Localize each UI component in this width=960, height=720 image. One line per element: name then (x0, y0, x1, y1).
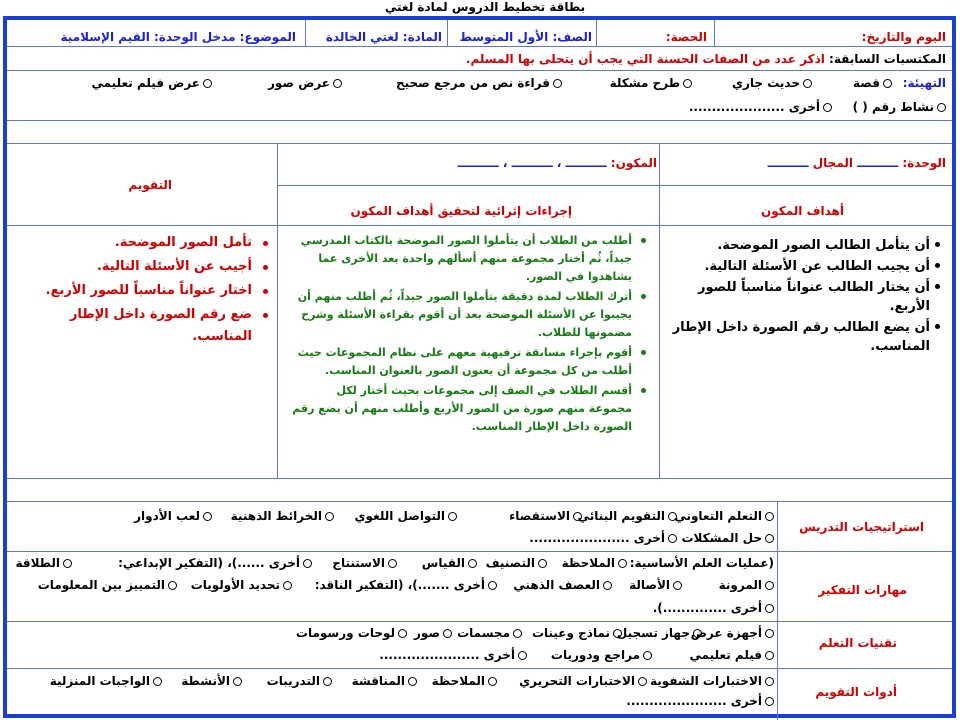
tech-film[interactable]: فيلم تعليمي (689, 648, 774, 662)
list-item: أن يجيب الطالب عن الأسئلة التالية. (670, 257, 940, 276)
strategies-label: استراتيجيات التدريس (799, 520, 924, 534)
warmup-label: التهيئة: (902, 76, 946, 90)
evaluation-list (10, 232, 272, 350)
topic-field: الموضوع: مدخل الوحدة: القيم الإسلامية (60, 30, 296, 44)
thinking-label: مهارات التفكير (818, 583, 907, 597)
warmup-option-problem[interactable]: طرح مشكلة (610, 76, 692, 90)
prior-knowledge-text: اذكر عدد من الصفات الحسنة التي يجب أن يتحلى بها المسلم. (465, 52, 825, 66)
strategy-communication[interactable]: التواصل اللغوي (355, 509, 457, 523)
radio-circle-icon (573, 512, 582, 521)
grade-field: الصف: الأول المتوسط (459, 30, 592, 44)
strategy-problem-solving[interactable]: حل المشكلات (681, 531, 774, 545)
bullet-icon (641, 294, 646, 299)
radio-circle-icon (668, 512, 677, 521)
bullet-icon (935, 284, 940, 289)
strategy-roleplay[interactable]: لعب الأدوار (134, 509, 212, 523)
techniques-label: تقنيات التعلم (818, 636, 897, 650)
list-item: أقوم بإجراء مسابقة ترفيهية معهم على نظام المجموعات حيث أطلب من كل مجموعة أن يعنون الصور بالعنوان المناسب. (292, 344, 652, 380)
lesson-plan-card (3, 16, 956, 718)
thinking-classification[interactable]: التصنيف (486, 556, 547, 570)
thinking-flexibility[interactable]: المرونة (719, 578, 774, 592)
tech-boards[interactable]: لوحات ورسومات (296, 626, 407, 640)
list-item: أطلب من الطلاب أن يتأملوا الصور الموضحة بالكتاب المدرسي جيداً، ثُم أختار مجموعة منهم أسألهم واحدة بعد الأخرى عما يشاهدوا في الصور. (292, 232, 652, 286)
list-item: ضع رقم الصورة داخل الإطار المناسب. (10, 304, 272, 348)
radio-circle-icon (323, 677, 332, 686)
radio-circle-icon (325, 512, 334, 521)
radio-circle-icon (765, 581, 774, 590)
strategy-cooperative[interactable]: التعلم التعاوني (674, 509, 774, 523)
warmup-option-activity[interactable]: نشاط رقم ( ) (853, 100, 946, 114)
list-item: تأمل الصور الموضحة. (10, 232, 272, 254)
warmup-option-story[interactable]: قصة (853, 76, 892, 90)
thinking-priorities[interactable]: تحديد الأولويات (191, 578, 292, 592)
radio-circle-icon (765, 629, 774, 638)
radio-circle-icon (518, 651, 527, 660)
tech-other[interactable]: أخرى ...................... (379, 648, 527, 662)
list-item: اختار عنواناً مناسباً للصور الأربع. (10, 280, 272, 302)
radio-circle-icon (168, 581, 177, 590)
radio-circle-icon (618, 559, 627, 568)
tech-solids[interactable]: مجسمات (457, 626, 522, 640)
radio-circle-icon (203, 79, 212, 88)
radio-circle-icon (765, 604, 774, 613)
objectives-header: أهداف المكون (760, 204, 844, 218)
bullet-icon (641, 388, 646, 393)
warmup-option-film[interactable]: عرض فيلم تعليمي (92, 76, 213, 90)
radio-circle-icon (603, 581, 612, 590)
assess-discussion[interactable]: المناقشة (352, 674, 417, 688)
thinking-fluency[interactable]: الطلاقة (15, 556, 72, 570)
bullet-icon (935, 263, 940, 268)
radio-circle-icon (538, 559, 547, 568)
bullet-icon (641, 238, 646, 243)
thinking-brainstorm[interactable]: العصف الذهني (513, 578, 612, 592)
thinking-science-label: (عمليات العلم الأساسية: (629, 556, 774, 570)
field-value: ــــــــــ (767, 156, 809, 170)
thinking-other-critical[interactable]: أخرى .......)، (التفكير الناقد: (315, 578, 497, 592)
bullet-icon (263, 289, 268, 294)
radio-circle-icon (63, 559, 72, 568)
prior-knowledge (466, 52, 946, 66)
radio-circle-icon (643, 651, 652, 660)
radio-circle-icon (513, 629, 522, 638)
warmup-option-images[interactable]: عرض صور (268, 76, 342, 90)
thinking-other-final[interactable]: أخرى ..............). (653, 601, 774, 615)
radio-circle-icon (765, 677, 774, 686)
radio-circle-icon (693, 629, 702, 638)
field-label: المجال (812, 156, 853, 170)
bullet-icon (263, 265, 268, 270)
radio-circle-icon (488, 677, 497, 686)
warmup-option-reading[interactable]: قراءة نص من مرجع صحيح (396, 76, 562, 90)
strategy-mindmaps[interactable]: الخرائط الذهنية (231, 509, 334, 523)
radio-circle-icon (303, 559, 312, 568)
radio-circle-icon (553, 79, 562, 88)
thinking-originality[interactable]: الأصالة (629, 578, 682, 592)
thinking-measurement[interactable]: القياس (422, 556, 477, 570)
warmup-option-conversation[interactable]: حديث جاري (732, 76, 812, 90)
radio-circle-icon (673, 581, 682, 590)
radio-circle-icon (765, 534, 774, 543)
component-value: ــــــــــ ، ــــــــــ ، ــــــــــ (457, 156, 607, 170)
radio-circle-icon (408, 677, 417, 686)
subject-field: المادة: لغتي الخالدة (325, 30, 442, 44)
radio-circle-icon (668, 534, 677, 543)
radio-circle-icon (638, 677, 647, 686)
radio-circle-icon (398, 629, 407, 638)
assessment-label: أدوات التقويم (815, 685, 897, 699)
assess-other[interactable]: أخرى ...................... (626, 694, 774, 708)
tech-images[interactable]: صور (414, 626, 452, 640)
thinking-inference[interactable]: الاستنتاج (332, 556, 397, 570)
radio-circle-icon (468, 559, 477, 568)
tech-projectors[interactable]: أجهزة عرض (691, 626, 774, 640)
list-item: أجيب عن الأسئلة التالية. (10, 256, 272, 278)
list-item: أن يختار الطالب عنواناً مناسباً للصور الأربع. (670, 278, 940, 316)
assess-exercises[interactable]: التدريبات (267, 674, 332, 688)
radio-circle-icon (765, 651, 774, 660)
bullet-icon (935, 324, 940, 329)
tech-recorder[interactable]: جهاز تسجيل (617, 626, 702, 640)
radio-circle-icon (613, 629, 622, 638)
thinking-observation[interactable]: الملاحظة (562, 556, 627, 570)
assess-written[interactable]: الاختبارات التحريري (519, 674, 647, 688)
radio-circle-icon (233, 677, 242, 686)
unit-field (768, 156, 946, 170)
tech-references[interactable]: مراجع ودوريات (551, 648, 652, 662)
thinking-other-creative[interactable]: أخرى ......)، (التفكير الإبداعي: (118, 556, 312, 570)
assess-oral[interactable]: الاختبارات الشفوية (650, 674, 774, 688)
thinking-distinguish[interactable]: التمييز بين المعلومات (38, 578, 177, 592)
radio-circle-icon (448, 512, 457, 521)
strategy-formative[interactable]: التقويم البنائي (578, 509, 677, 523)
unit-value: ــــــــــ (857, 156, 899, 170)
procedures-list (292, 232, 652, 438)
procedures-header: إجراءات إثرائية لتحقيق أهداف المكون (350, 204, 572, 218)
radio-circle-icon (883, 79, 892, 88)
tech-models[interactable]: نماذج وعينات (532, 626, 622, 640)
radio-circle-icon (803, 79, 812, 88)
assess-homework[interactable]: الواجبات المنزلية (50, 674, 162, 688)
bullet-icon (263, 313, 268, 318)
radio-circle-icon (388, 559, 397, 568)
list-item: أن يضع الطالب رقم الصورة داخل الإطار المناسب. (670, 318, 940, 356)
radio-circle-icon (765, 512, 774, 521)
unit-label: الوحدة: (902, 156, 946, 170)
bullet-icon (641, 350, 646, 355)
radio-circle-icon (488, 581, 497, 590)
component-field (458, 156, 657, 170)
radio-circle-icon (333, 79, 342, 88)
list-item: أقسم الطلاب في الصف إلى مجموعات بحيث أختار لكل مجموعة منهم صورة من الصور الأربع وأطلب منهم أن يضع رقم الصورة داخل الإطار المناسب. (292, 382, 652, 436)
radio-circle-icon (443, 629, 452, 638)
day-date-label: اليوم والتاريخ: (861, 30, 946, 44)
bullet-icon (935, 242, 940, 247)
strategy-inquiry[interactable]: الاستقصاء (509, 509, 582, 523)
evaluation-header: التقويم (128, 178, 172, 192)
component-label: المكون: (610, 156, 657, 170)
list-item: أترك الطلاب لمدة دقيقة يتأملوا الصور جيداً، ثُم أطلب منهم أن يجيبوا عن الأسئلة الموضحة بعد أن أقوم بقراءة الأسئلة وشرح مضمونها للطلاب. (292, 288, 652, 342)
radio-circle-icon (937, 103, 946, 112)
radio-circle-icon (683, 79, 692, 88)
assess-activities[interactable]: الأنشطة (181, 674, 242, 688)
strategy-other[interactable]: أخرى ...................... (529, 531, 677, 545)
radio-circle-icon (153, 677, 162, 686)
list-item: أن يتأمل الطالب الصور الموضحة. (670, 236, 940, 255)
bullet-icon (263, 241, 268, 246)
prior-knowledge-label: المكتسبات السابقة: (829, 52, 946, 66)
warmup-option-other[interactable]: أخرى ..................... (689, 100, 832, 114)
radio-circle-icon (823, 103, 832, 112)
session-label: الحصة: (665, 30, 707, 44)
assess-observation[interactable]: الملاحظة (432, 674, 497, 688)
radio-circle-icon (283, 581, 292, 590)
radio-circle-icon (203, 512, 212, 521)
objectives-list (670, 236, 940, 358)
radio-circle-icon (765, 697, 774, 706)
card-title: بطاقة تخطيط الدروس لمادة لغتي (384, 0, 586, 14)
